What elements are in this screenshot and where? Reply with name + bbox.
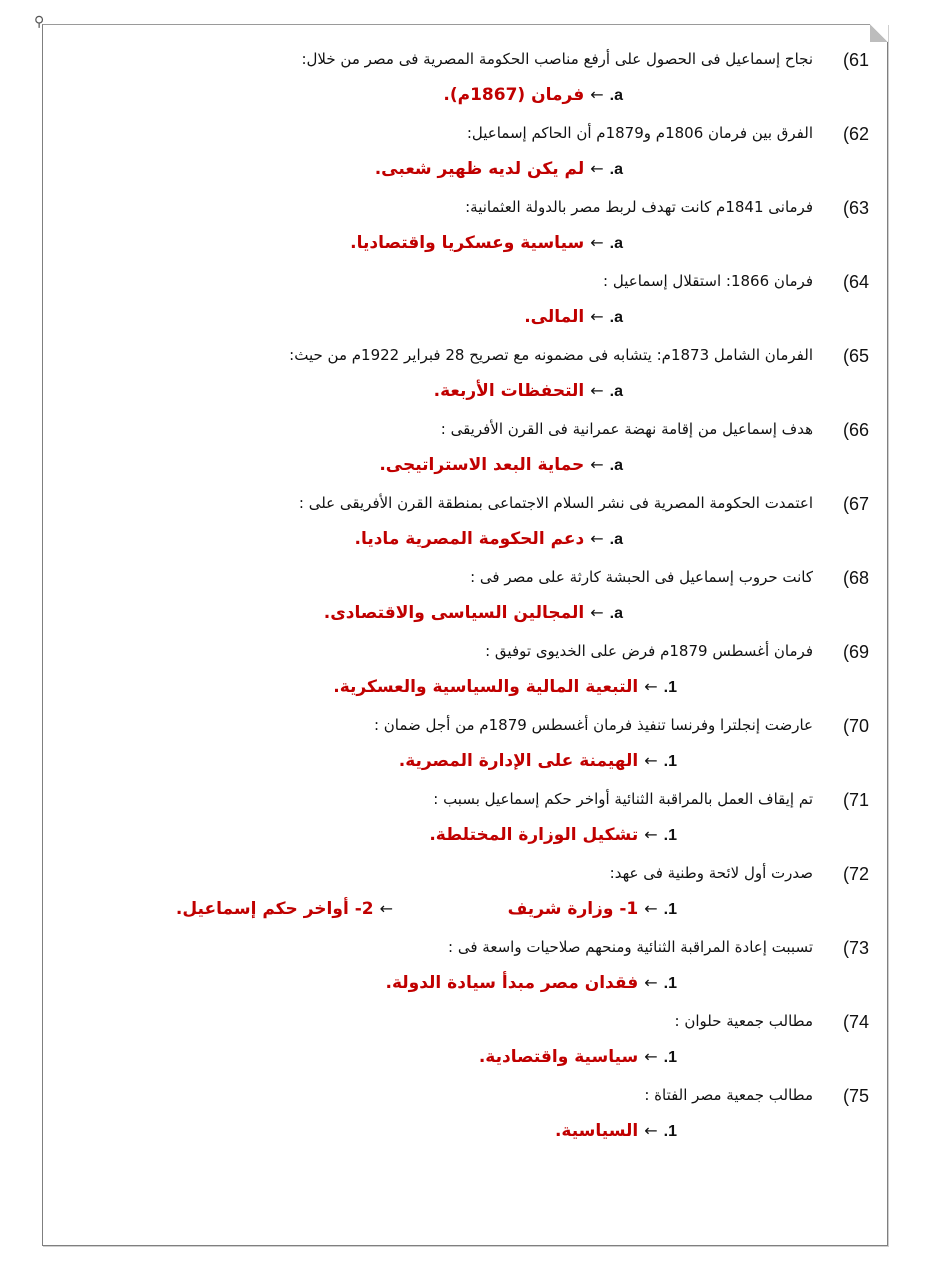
answer-line <box>375 159 623 179</box>
question-number: (65 <box>842 346 869 366</box>
answer-marker: a. <box>609 383 623 400</box>
question-row <box>0 858 929 895</box>
answer-line <box>555 1121 677 1141</box>
answer-text: تشكيل الوزارة المختلطة. <box>429 825 639 845</box>
answer-row <box>0 229 929 266</box>
answer-marker: a. <box>609 457 623 474</box>
question-text: الفرق بين فرمان 1806م و1879م أن الحاكم إسماعيل: <box>466 124 813 142</box>
answer-text: التبعية المالية والسياسية والعسكرية. <box>333 677 639 697</box>
question-text: الفرمان الشامل 1873م: يتشابه فى مضمونه مع تصريح 28 فبراير 1922م من حيث: <box>289 346 813 364</box>
question-row <box>0 562 929 599</box>
answer-line <box>479 1047 677 1067</box>
question-text: اعتمدت الحكومة المصرية فى نشر السلام الاجتماعى بمنطقة القرن الأفريقى على : <box>298 494 813 512</box>
answer-line <box>524 307 623 327</box>
answer-row <box>0 821 929 858</box>
answer-marker: 1. <box>663 679 677 696</box>
answer-marker: 1. <box>663 753 677 770</box>
answer-text: 1- وزارة شريف <box>507 899 639 919</box>
answer-marker: 1. <box>663 1123 677 1140</box>
question-row <box>0 1080 929 1117</box>
question-row <box>0 44 929 81</box>
answer-marker: a. <box>609 605 623 622</box>
question-text: مطالب جمعية حلوان : <box>674 1012 813 1030</box>
question-text: فرمانى 1841م كانت تهدف لربط مصر بالدولة العثمانية: <box>465 198 813 216</box>
answer-text: الهيمنة على الإدارة المصرية. <box>398 751 639 771</box>
question-number: (71 <box>842 790 869 810</box>
answer-text: دعم الحكومة المصرية ماديا. <box>354 529 585 549</box>
arrow-left-icon: ← <box>644 1047 658 1066</box>
question-text: نجاح إسماعيل فى الحصول على أرفع مناصب الحكومة المصرية فى مصر من خلال: <box>301 50 813 68</box>
pin-icon: ⚲ <box>34 14 45 30</box>
answer-text: فرمان (1867م). <box>443 85 585 105</box>
question-number: (63 <box>842 198 869 218</box>
question-row <box>0 932 929 969</box>
answer-line <box>354 529 623 549</box>
question-text: فرمان أغسطس 1879م فرض على الخديوى توفيق : <box>485 642 813 660</box>
question-text: عارضت إنجلترا وفرنسا تنفيذ فرمان أغسطس 1879م من أجل ضمان : <box>373 716 813 734</box>
answer-row <box>0 599 929 636</box>
answer-marker: a. <box>609 235 623 252</box>
question-number: (61 <box>842 50 869 70</box>
answer-row <box>0 1043 929 1080</box>
answer-text: حماية البعد الاستراتيجى. <box>379 455 585 475</box>
answer-text: المجالين السياسى والاقتصادى. <box>323 603 585 623</box>
question-number: (62 <box>842 124 869 144</box>
answer-text: فقدان مصر مبدأ سيادة الدولة. <box>385 973 639 993</box>
question-row <box>0 192 929 229</box>
arrow-left-icon: ← <box>590 381 604 400</box>
question-number: (68 <box>842 568 869 588</box>
answer-marker: 1. <box>663 975 677 992</box>
answer-marker: 1. <box>663 827 677 844</box>
arrow-left-icon: ← <box>590 307 604 326</box>
answer-line <box>399 751 677 771</box>
answer-marker: 1. <box>663 901 677 918</box>
answer-line <box>379 455 623 475</box>
question-number: (73 <box>842 938 869 958</box>
question-row <box>0 784 929 821</box>
answer-text-second: 2- أواخر حكم إسماعيل. <box>175 899 374 919</box>
answer-row <box>0 525 929 562</box>
answer-line <box>508 899 677 919</box>
answer-row <box>0 969 929 1006</box>
answer-row <box>0 673 929 710</box>
answer-row <box>0 377 929 414</box>
answer-row <box>0 451 929 488</box>
answer-line <box>324 603 623 623</box>
question-number: (69 <box>842 642 869 662</box>
question-number: (67 <box>842 494 869 514</box>
question-row <box>0 118 929 155</box>
question-number: (66 <box>842 420 869 440</box>
question-number: (64 <box>842 272 869 292</box>
arrow-left-icon: ← <box>590 159 604 178</box>
answer-line <box>429 825 677 845</box>
answer-row <box>0 155 929 192</box>
page-fold-corner <box>870 24 888 42</box>
answer-row <box>0 747 929 784</box>
arrow-left-icon: ← <box>644 1121 658 1140</box>
question-number: (74 <box>842 1012 869 1032</box>
arrow-left-icon: ← <box>590 85 604 104</box>
answer-marker: a. <box>609 161 623 178</box>
answer-marker: a. <box>609 309 623 326</box>
answer-line <box>434 381 623 401</box>
arrow-left-icon: ← <box>379 899 393 918</box>
answer-marker: a. <box>609 87 623 104</box>
arrow-left-icon: ← <box>590 603 604 622</box>
answer-row <box>0 895 929 932</box>
answer-text: التحفظات الأربعة. <box>433 381 585 401</box>
question-row <box>0 340 929 377</box>
answer-marker: a. <box>609 531 623 548</box>
answer-row <box>0 81 929 118</box>
answer-line-second <box>176 899 399 919</box>
question-number: (70 <box>842 716 869 736</box>
arrow-left-icon: ← <box>644 751 658 770</box>
arrow-left-icon: ← <box>590 233 604 252</box>
question-text: صدرت أول لائحة وطنية فى عهد: <box>609 864 813 882</box>
answer-text: سياسية واقتصادية. <box>478 1047 639 1067</box>
question-list <box>0 44 929 1154</box>
answer-row <box>0 303 929 340</box>
answer-line <box>443 85 623 105</box>
arrow-left-icon: ← <box>590 529 604 548</box>
answer-line <box>386 973 677 993</box>
arrow-left-icon: ← <box>644 677 658 696</box>
arrow-left-icon: ← <box>644 899 658 918</box>
question-row <box>0 414 929 451</box>
arrow-left-icon: ← <box>590 455 604 474</box>
question-text: هدف إسماعيل من إقامة نهضة عمرانية فى القرن الأفريقى : <box>440 420 813 438</box>
arrow-left-icon: ← <box>644 825 658 844</box>
question-row <box>0 1006 929 1043</box>
question-text: تسببت إعادة المراقبة الثنائية ومنحهم صلاحيات واسعة فى : <box>448 938 813 956</box>
question-number: (75 <box>842 1086 869 1106</box>
question-row <box>0 488 929 525</box>
question-row <box>0 266 929 303</box>
question-text: فرمان 1866: استقلال إسماعيل : <box>603 272 813 290</box>
answer-text: السياسية. <box>554 1121 639 1141</box>
answer-line <box>333 677 677 697</box>
question-row <box>0 710 929 747</box>
question-text: كانت حروب إسماعيل فى الحبشة كارثة على مصر فى : <box>470 568 813 586</box>
answer-row <box>0 1117 929 1154</box>
answer-text: المالى. <box>524 307 585 327</box>
question-text: مطالب جمعية مصر الفتاة : <box>644 1086 813 1104</box>
answer-line <box>350 233 623 253</box>
answer-text: لم يكن لديه ظهير شعبى. <box>374 159 585 179</box>
arrow-left-icon: ← <box>644 973 658 992</box>
question-text: تم إيقاف العمل بالمراقبة الثنائية أواخر حكم إسماعيل بسبب : <box>433 790 813 808</box>
answer-marker: 1. <box>663 1049 677 1066</box>
answer-text: سياسية وعسكريا واقتصاديا. <box>350 233 585 253</box>
question-number: (72 <box>842 864 869 884</box>
question-row <box>0 636 929 673</box>
